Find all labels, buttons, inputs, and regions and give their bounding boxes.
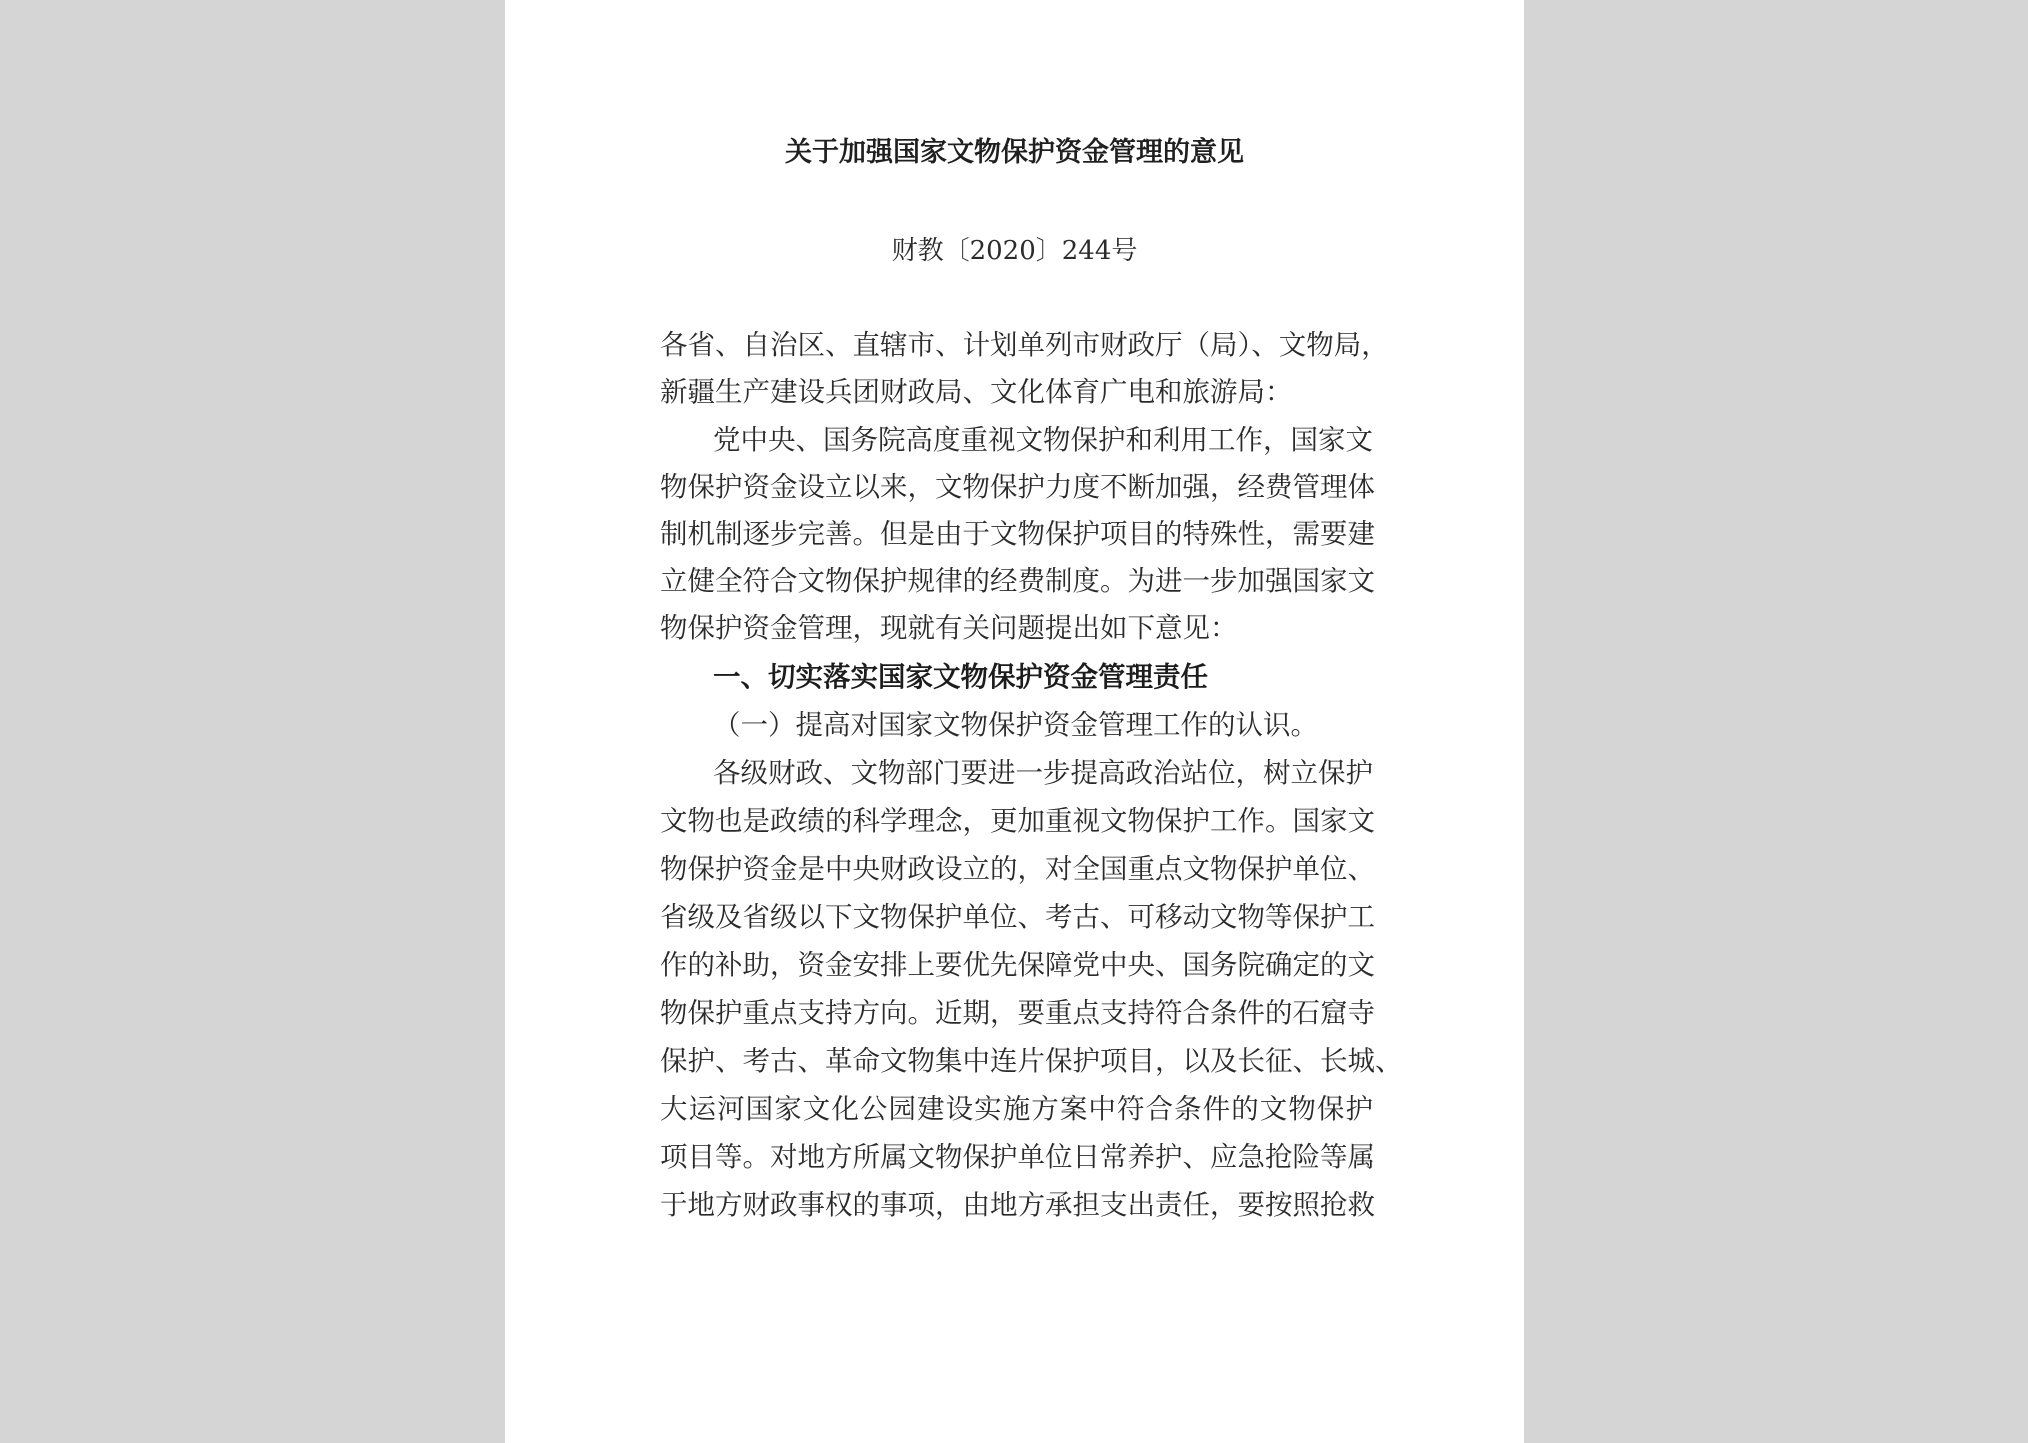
paragraph-line: 物保护资金管理，现就有关问题提出如下意见： [660,612,1238,644]
paragraph-line: 保护、考古、革命文物集中连片保护项目，以及长征、长城、 [660,1045,1403,1077]
paragraph-line: 物保护资金是中央财政设立的，对全国重点文物保护单位、 [660,853,1375,885]
addressee-line: 各省、自治区、直辖市、计划单列市财政厅（局）、文物局， [660,329,1389,361]
document-title: 关于加强国家文物保护资金管理的意见 [785,137,1244,168]
paragraph-line: 于地方财政事权的事项，由地方承担支出责任，要按照抢救 [660,1189,1375,1221]
paragraph-line: 制机制逐步完善。但是由于文物保护项目的特殊性，需要建 [660,518,1375,550]
paragraph-line: 省级及省级以下文物保护单位、考古、可移动文物等保护工 [660,901,1375,933]
paragraph-line: 党中央、国务院高度重视文物保护和利用工作，国家文 [713,424,1373,456]
document-page [505,0,1524,1443]
paragraph-line: 立健全符合文物保护规律的经费制度。为进一步加强国家文 [660,565,1375,597]
subsection-heading: （一）提高对国家文物保护资金管理工作的认识。 [713,709,1318,741]
addressee-line: 新疆生产建设兵团财政局、文化体育广电和旅游局： [660,376,1293,408]
paragraph-line: 各级财政、文物部门要进一步提高政治站位，树立保护 [713,757,1373,789]
section-heading: 一、切实落实国家文物保护资金管理责任 [713,661,1208,693]
paragraph-line: 项目等。对地方所属文物保护单位日常养护、应急抢险等属 [660,1141,1375,1173]
paragraph-line: 物保护重点支持方向。近期，要重点支持符合条件的石窟寺 [660,997,1375,1029]
paragraph-line: 物保护资金设立以来，文物保护力度不断加强，经费管理体 [660,471,1375,503]
paragraph-line: 作的补助，资金安排上要优先保障党中央、国务院确定的文 [660,949,1375,981]
paragraph-line: 文物也是政绩的科学理念，更加重视文物保护工作。国家文 [660,805,1375,837]
document-number: 财教〔2020〕244号 [891,236,1138,266]
paragraph-line: 大运河国家文化公园建设实施方案中符合条件的文物保护 [660,1093,1373,1125]
